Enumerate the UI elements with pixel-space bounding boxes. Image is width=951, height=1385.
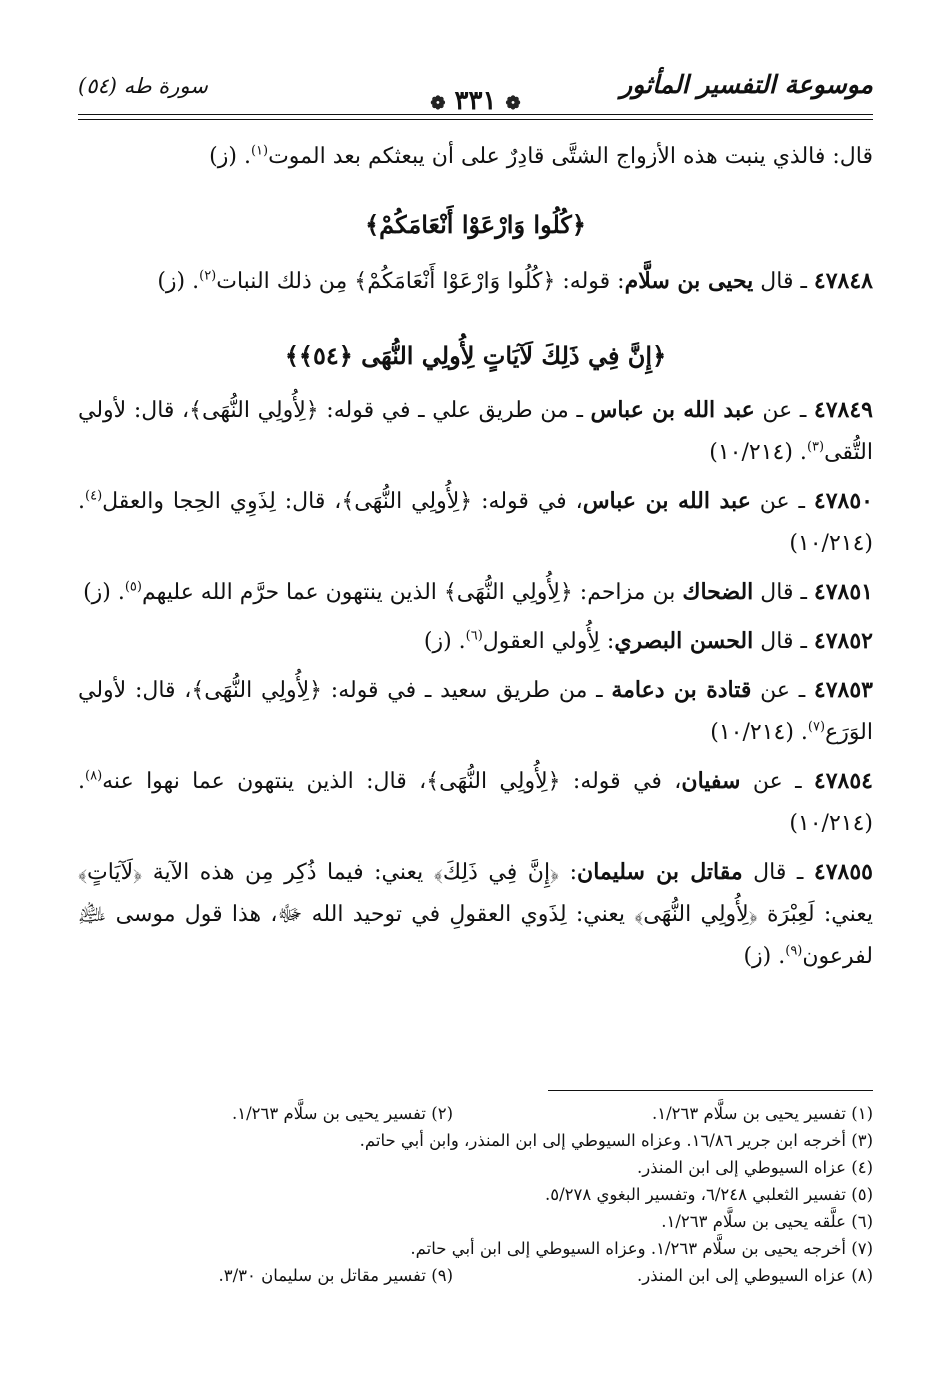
entry: ٤٧٨٥٤ ـ عن سفيان، في قوله: ﴿لِأُولِي النُّهَى﴾، قال: الذين ينتهون عما نهوا عنه$^{(٨)}$. (١٠/٢١٤) [78,768,873,836]
footnote: (٤) عزاه السيوطي إلى ابن المنذر. [637,1158,873,1177]
main-text [78,136,873,984]
footnotes [78,1100,873,1289]
entry: ٤٧٨٤٨ ـ قال يحيى بن سلَّام: قوله: ﴿كُلُوا وَارْعَوْا أَنْعَامَكُمْ﴾ مِن ذلك النبات$^{(٢)}$. (ز) [157,268,873,294]
footnote: (٥) تفسير الثعلبي ٦/٢٤٨، وتفسير البغوي ٥/٢٧٨. [544,1185,873,1204]
footnote-ref: (٣) [806,439,825,455]
intro-paragraph: قال: فالذي ينبت هذه الأزواج الشتَّى قادِرٌ على أن يبعثكم بعد الموت$^{(١)}$. (ز) [209,143,873,169]
entry: ٤٧٨٥٥ ـ قال مقاتل بن سليمان: ﴿إِنَّ فِي ذَلِكَ﴾ يعني: فيما ذُكِر مِن هذه الآية ﴿لَآيَاتٍ﴾ يعني: لَعِبْرَة ﴿لِأُولِي النُّهَى﴾ يعني: لِذَوي العقولِ في توحيد الله ﷻ، هذا قول موسى ﵇ لفرعون$^{(٩)}$. (ز) [78,859,873,969]
footnote: (٩) تفسير مقاتل بن سليمان ٣/٣٠. [218,1266,453,1285]
narrator-name: الحسن البصري [614,628,754,654]
footnote-line [78,1127,873,1154]
header-rule [78,119,873,120]
page-number: ٣٣١ [454,86,497,116]
book-title: موسوعة التفسير المأثور [620,70,873,99]
footnote: (٣) أخرجه ابن جرير ١٦/٨٦. وعزاه السيوطي إلى ابن المنذر، وابن أبي حاتم. [359,1131,873,1150]
footnote-ref: (٧) [807,719,826,735]
ornament-icon: ❁ [505,93,521,114]
running-header [78,70,873,114]
narrator-name: عبد الله بن عباس [582,488,751,514]
footnote-line [78,1262,873,1289]
verse-heading: ﴿إِنَّ فِي ذَلِكَ لَآيَاتٍ لِأُولِي النُّهَى ﴿٥٤﴾﴾ [284,341,667,370]
narrator-name: مقاتل بن سليمان [577,859,743,885]
footnote-ref: (٦) [465,628,483,644]
footnote: (١) تفسير يحيى بن سلَّام ١/٢٦٣. [652,1104,873,1123]
narrator-name: عبد الله بن عباس [590,397,755,423]
footnote-line [78,1208,873,1235]
narrator-name: الضحاك [682,579,754,605]
footnote: (٨) عزاه السيوطي إلى ابن المنذر. [637,1266,873,1285]
footnote: (٦) علَّقه يحيى بن سلَّام ١/٢٦٣. [661,1212,873,1231]
footnote-ref: (١) [250,143,269,159]
footnote-line [78,1100,873,1127]
footnote-ref: (٩) [785,943,803,959]
narrator-name: سفيان [681,768,741,794]
ornament-icon: ❁ [430,93,446,114]
verse-heading: ﴿كُلُوا وَارْعَوْا أَنْعَامَكُمْ﴾ [365,210,586,239]
footnote-ref: (٢) [199,268,217,284]
footnote: (٢) تفسير يحيى بن سلَّام ١/٢٦٣. [232,1104,453,1123]
footnote-line [78,1235,873,1262]
footnote-line [78,1181,873,1208]
narrator-name: يحيى بن سلَّام [624,268,754,294]
header-rule [78,114,873,115]
footnote: (٧) أخرجه يحيى بن سلَّام ١/٢٦٣. وعزاه السيوطي إلى ابن أبي حاتم. [410,1239,873,1258]
footnote-line [78,1154,873,1181]
entry: ٤٧٨٤٩ ـ عن عبد الله بن عباس ـ من طريق علي ـ في قوله: ﴿لِأُولِي النُّهَى﴾، قال: لأولي التُّقى$^{(٣)}$. (١٠/٢١٤) [78,397,873,465]
surah-label: سورة طه (٥٤) [78,74,208,98]
entry: ٤٧٨٥٣ ـ عن قتادة بن دعامة ـ من طريق سعيد ـ في قوله: ﴿لِأُولِي النُّهَى﴾، قال: لأولي الوَرَع$^{(٧)}$. (١٠/٢١٤) [78,677,873,745]
footnote-ref: (٥) [124,579,142,595]
footnote-rule [548,1090,873,1091]
narrator-name: قتادة بن دعامة [611,677,752,703]
footnote-ref: (٤) [85,488,103,504]
entry: ٤٧٨٥٠ ـ عن عبد الله بن عباس، في قوله: ﴿لِأُولِي النُّهَى﴾، قال: لِذَوِي الحِجا والعقل$^{(٤)}$. (١٠/٢١٤) [78,488,873,556]
footnote-ref: (٨) [85,768,103,784]
entry: ٤٧٨٥١ ـ قال الضحاك بن مزاحم: ﴿لِأُولِي النُّهَى﴾ الذين ينتهون عما حرَّم الله عليهم$^{(٥)}$. (ز) [83,579,873,605]
entry: ٤٧٨٥٢ ـ قال الحسن البصري: لِأُولي العقول$^{(٦)}$. (ز) [423,628,873,654]
